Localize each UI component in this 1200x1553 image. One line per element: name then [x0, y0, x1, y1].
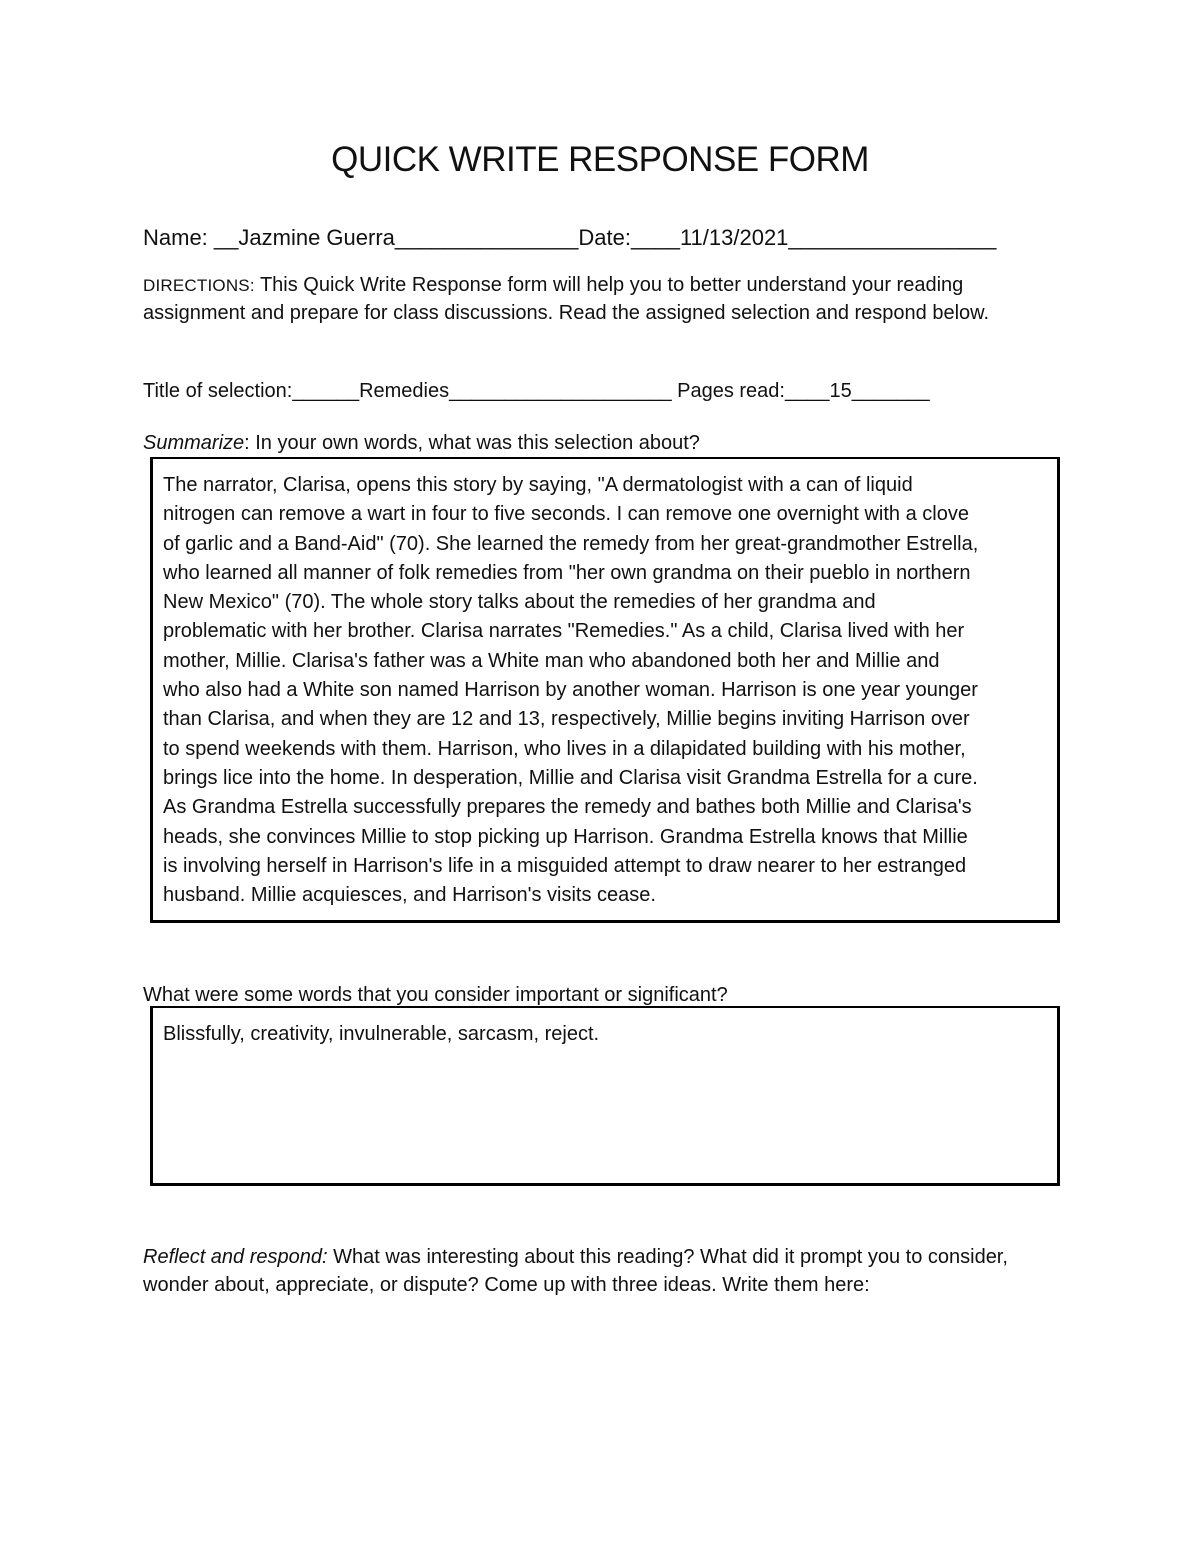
reflect-label: Reflect and respond: — [143, 1246, 328, 1268]
summary-line: who also had a White son named Harrison by another woman. Harrison is one year younger — [163, 679, 978, 702]
directions-label: DIRECTIONS: — [143, 276, 255, 295]
summary-answer-box[interactable] — [150, 457, 1060, 923]
summary-line: mother, Millie. Clarisa's father was a White man who abandoned both her and Millie and — [163, 649, 940, 672]
directions-paragraph — [143, 272, 1023, 327]
summary-line: As Grandma Estrella successfully prepares the remedy and bathes both Millie and Clarisa's — [163, 796, 972, 819]
summary-line: husband. Millie acquiesces, and Harrison's visits cease. — [163, 884, 656, 907]
summary-line: heads, she convinces Millie to stop picking up Harrison. Grandma Estrella knows that Millie — [163, 825, 968, 848]
summary-line: is involving herself in Harrison's life in a misguided attempt to draw nearer to her estranged — [163, 854, 967, 877]
summary-line: of garlic and a Band-Aid" (70). She learned the remedy from her great-grandmother Estrella, — [163, 532, 979, 555]
summarize-prompt — [143, 432, 700, 455]
title-pages-field[interactable]: Title of selection:______Remedies____________________ Pages read:____15_______ — [143, 380, 930, 402]
name-date-field[interactable]: Name: __Jazmine Guerra_______________Date:____11/13/2021_________________ — [143, 225, 997, 250]
summarize-question: : In your own words, what was this selection about? — [244, 432, 700, 454]
summary-line: problematic with her brother. Clarisa narrates "Remedies." As a child, Clarisa lived with her — [163, 620, 965, 643]
words-answer-box[interactable] — [150, 1006, 1060, 1186]
summary-line: to spend weekends with them. Harrison, who lives in a dilapidated building with his mother, — [163, 737, 966, 760]
page-title: QUICK WRITE RESPONSE FORM — [331, 140, 869, 179]
summary-line: than Clarisa, and when they are 12 and 13, respectively, Millie begins inviting Harrison over — [163, 708, 970, 731]
summary-line: who learned all manner of folk remedies from "her own grandma on their pueblo in northern — [163, 561, 971, 584]
summary-line: New Mexico" (70). The whole story talks about the remedies of her grandma and — [163, 591, 876, 614]
reflect-prompt — [143, 1244, 1043, 1299]
directions-text: This Quick Write Response form will help you to better understand your reading assignment and prepare for class discussions. Read the assigned selection and respond below. — [143, 274, 990, 324]
summary-line: The narrator, Clarisa, opens this story by saying, "A dermatologist with a can of liquid — [163, 474, 913, 496]
reflect-question: What was interesting about this reading? What did it prompt you to consider, wonder about, appreciate, or dispute? Come up with three ideas. Write them here: — [143, 1246, 1008, 1296]
words-prompt: What were some words that you consider important or significant? — [143, 984, 728, 1006]
summary-answer-text — [163, 471, 1053, 910]
summary-line: brings lice into the home. In desperation, Millie and Clarisa visit Grandma Estrella for a cure. — [163, 766, 978, 789]
words-answer-text: Blissfully, creativity, invulnerable, sarcasm, reject. — [163, 1023, 600, 1045]
summary-line: nitrogen can remove a wart in four to five seconds. I can remove one overnight with a clove — [163, 503, 969, 526]
summarize-label: Summarize — [143, 432, 245, 454]
